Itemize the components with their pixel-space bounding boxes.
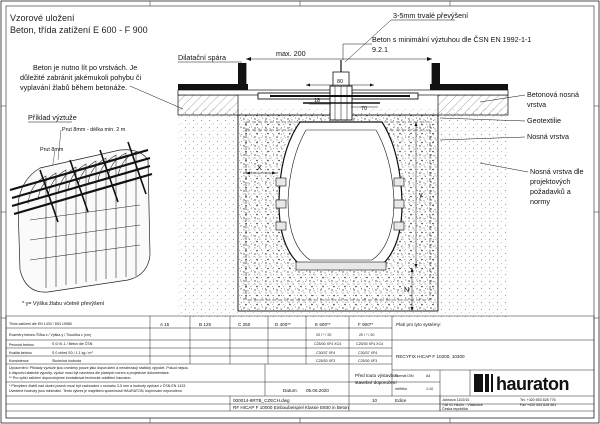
tb-date: 05.06.2020 [306, 388, 329, 393]
callout-project-layer-4: normy [530, 197, 550, 206]
tb-legend-2: S 0 ohled S0 / 1.1 kg / m³ [52, 351, 93, 355]
tb-row3-f: C30/37 XF4 [358, 351, 378, 355]
tb-format: A4 [426, 374, 431, 378]
tb-company-3: Česká republika [442, 407, 468, 411]
tb-edition: Edice [395, 398, 407, 403]
rebar-label-1: Prut 8mm - délka min. 2 m [62, 127, 126, 133]
rebar-label-2: Prut 8mm [40, 147, 64, 153]
tb-row2-f: C25/30 XF4 XC4 [356, 342, 384, 346]
callout-min-reinforcement-2: 9.2.1 [372, 45, 388, 54]
rebar-leader-1 [58, 130, 61, 160]
dim-x: X [257, 163, 262, 172]
tb-row4-f: C25/30 XF3 [358, 359, 378, 363]
tb-row2-e: C25/30 XF4 XC4 [314, 342, 342, 346]
dim-80: 80 [337, 79, 343, 85]
tb-note-5: * Převýšení žlabů nad okolní povrch musí být zachováno v rozsahu 3-5 mm a hodnoty vychází z ČSN EN 1433 [9, 384, 186, 388]
callout-project-layer-1: Nosná vrstva dle [530, 167, 584, 176]
drawing-title-line1: Vzorové uložení [10, 13, 75, 23]
tb-format-label: Formát DIN [395, 374, 414, 378]
tb-class-e600: E 600** [315, 322, 331, 327]
callout-bearing-layer: Nosná vrstva [527, 132, 569, 141]
tb-row1-e: 20 / * / 20 [316, 333, 332, 337]
tb-date-label: Datum: [283, 388, 298, 393]
tb-class-c250: C 250 [238, 322, 251, 327]
tb-legend-3: Skutečná hodnota [52, 359, 81, 363]
tb-note-2: k dispozici statické výpočty, výztuž musí být navržena dle platných norem a projektové dokumentace. [9, 371, 170, 375]
callout-bearing-concrete-1: Betonová nosná [527, 90, 579, 99]
dim-max-width: max. 200 [276, 49, 306, 58]
tb-legend-1: S 0/ III-1 / Beton dle ČSN [52, 342, 93, 346]
drawing-title-line2: Beton, třída zatížení E 600 - F 900 [10, 25, 148, 35]
pour-note-3: vyplavání žlabů během betonáže. [20, 83, 128, 92]
tb-note-3: ** Pro vyšší zatížení doporučujeme kontaktovat technické oddělení hauraton. [9, 376, 132, 380]
reinforcement-illustration [10, 142, 152, 292]
tb-scale-label: měřítko [395, 387, 407, 391]
hauraton-logo [474, 374, 569, 394]
pour-note-2: důležité zabránit jakémukoli pohybu či [20, 73, 142, 82]
tb-row3-label: Kvalita betonu [9, 351, 32, 355]
callout-geotextile: Geotextilie [527, 116, 561, 125]
y-footnote: * y= Výška žlabu včetně převýšení [22, 301, 105, 307]
tb-info-1: Před touto výstavbou [355, 373, 399, 378]
dim-n: N [404, 285, 410, 294]
pour-note-leader [130, 86, 183, 109]
tb-class-headers [160, 322, 374, 327]
tb-note-6: Uvedené hodnoty jsou minimální. Tento výkres je majetkem společnosti HAURATON, kopírování nepovoleno. [9, 389, 183, 393]
callout-project-layer-2: projektových [530, 177, 571, 186]
dim-y: y [419, 190, 423, 199]
tb-scale: 1:10 [426, 387, 433, 391]
tb-info-2: stavební doporučení [355, 380, 397, 385]
tb-row1-label: Rozměry betonu Šířka x / Výška y / Tloušťka z (cm) [9, 333, 91, 337]
tb-phone-1: Tel. +420 553 628 776 [520, 398, 556, 402]
callout-dilatation: Dilatační spára [178, 53, 226, 62]
tb-class-f900: F 900** [358, 322, 374, 327]
tb-product: RECYFIX HICAP F 10200, 10300 [396, 354, 465, 359]
tb-row4-label: Konsistence [9, 359, 29, 363]
tb-company-1: Jahnova 1102/10 [442, 398, 470, 402]
brand-name: hauraton [496, 374, 570, 394]
cross-section [178, 20, 508, 318]
tb-class-d400: D 400** [275, 322, 291, 327]
callout-min-reinforcement-1: Beton s minimální výztuhou dle ČSN EN 1992-1-1 [372, 35, 532, 44]
pour-note-1: Beton je nutno lít po vrstvách. Je [33, 63, 138, 72]
tb-notes [9, 366, 188, 393]
tb-row3-e: C30/37 XF4 [316, 351, 336, 355]
dim-70: 70 [361, 106, 367, 112]
tb-class-b125: B 125 [199, 322, 212, 327]
tb-header: Třída zatížení dle EN 1433 / DIN 19580 [9, 322, 72, 326]
tb-row4-e: C25/30 XF3 [316, 359, 336, 363]
dim-18: 18 [314, 98, 320, 104]
callout-project-layer-3: požadavků a [530, 187, 571, 196]
tb-class-a15: A 15 [160, 322, 170, 327]
reinforcement-example-title: Příklad výztuže [28, 113, 77, 122]
tb-drawing-no: 000014-8RTB_CZECH.dwg [233, 398, 290, 403]
tb-footer: RF HICAP F 10000 Einbaubeispiel Klasse E600 in Beton [233, 405, 349, 410]
tb-sheet-no: 10 [372, 398, 378, 403]
tb-note-1: Upozornění: Příklady výztuže jsou uvedeny pouze jako doporučení a nenahrazují statický výpočet. Pokud nejsou [9, 366, 189, 370]
tb-product-label: Platí pro tyto systémy: [396, 322, 442, 327]
callout-bearing-concrete-2: vrstva [527, 100, 547, 109]
tb-company-2: 748 01 Hlučín - Vlašovice [442, 403, 483, 407]
tb-row2-label: Pevnost betonu [9, 343, 34, 347]
tb-phone-2: Fax +420 553 628 461 [520, 403, 557, 407]
tb-row1-f: 20 / * / 20 [359, 333, 375, 337]
callout-overhang: 3-5mm trvalé převýšení [393, 11, 469, 20]
